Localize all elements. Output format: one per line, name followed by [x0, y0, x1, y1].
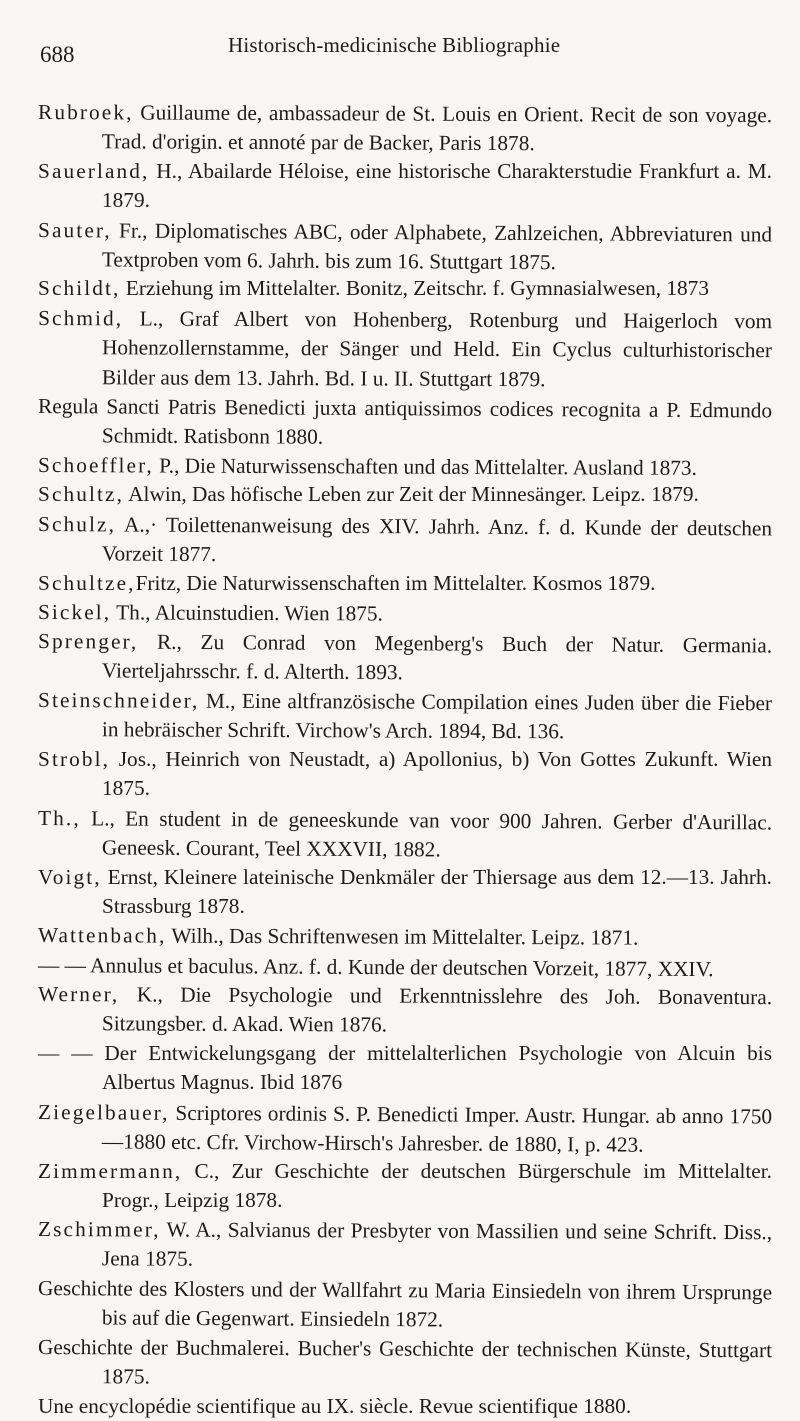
bibliography-entry	[38, 569, 772, 598]
bibliography-entry	[38, 921, 772, 954]
bibliography-entry	[38, 980, 772, 1042]
entry-author: Sprenger,	[38, 629, 138, 654]
entry-author: Sickel,	[38, 600, 111, 624]
bibliography-list	[38, 98, 772, 1421]
entry-text: — — Annulus et baculus. Anz. f. d. Kunde der deutschen Vorzeit, 1877, XXIV.	[38, 953, 714, 981]
entry-author: Schultze,	[38, 571, 136, 595]
entry-author: Schmid,	[38, 306, 123, 330]
entry-author: Sauter,	[38, 218, 112, 242]
entry-text: K., Die Psychologie und Erkenntnisslehre des Joh. Bonaventura. Sitzungsber. d. Akad. Wien 1876.	[102, 983, 772, 1038]
bibliography-entry	[38, 216, 772, 279]
entry-text: L., Graf Albert von Hohenberg, Rotenburg und Haigerloch vom Hohenzollernstamme, der Sänger und Held. Ein Cyclus culturhistorischer Bilder aus dem 13. Jahrh. Bd. I u. II. Stuttgart 1879.	[102, 306, 772, 391]
bibliography-entry	[38, 304, 772, 395]
entry-author: Rubroek,	[38, 100, 134, 124]
entry-text: Scriptores ordinis S. P. Benedicti Imper. Austr. Hungar. ab anno 1750—1880 etc. Cfr. Virchow-Hirsch's Jahresber. de 1880, I, p. 423.	[102, 1101, 772, 1157]
entry-author: Strobl,	[38, 747, 110, 771]
bibliography-entry	[38, 451, 772, 484]
entry-author: Schildt,	[38, 276, 120, 300]
entry-text: C., Zur Geschichte der deutschen Bürgerschule im Mittelalter. Progr., Leipzig 1878.	[102, 1159, 772, 1212]
entry-text: A.,· Toilettenanweisung des XIV. Jahrh. Anz. f. d. Kunde der deutschen Vorzeit 1877.	[102, 512, 772, 566]
bibliography-entry	[38, 1333, 772, 1395]
entry-author: Wattenbach,	[38, 923, 167, 948]
entry-text: R., Zu Conrad von Megenberg's Buch der Natur. Germania. Vierteljahrsschr. f. d. Alterth. 1893.	[102, 630, 772, 685]
entry-author: Voigt,	[38, 865, 102, 889]
entry-author: Schultz,	[38, 482, 124, 506]
entry-text: Erziehung im Mittelalter. Bonitz, Zeitschr. f. Gymnasialwesen, 1873	[120, 276, 709, 300]
bibliography-entry	[38, 863, 772, 922]
entry-author: Sauerland,	[38, 159, 149, 183]
bibliography-entry	[38, 1098, 772, 1161]
bibliography-entry	[38, 1215, 772, 1277]
entry-text: Ernst, Kleinere lateinische Denkmäler der Thiersage aus dem 12.—13. Jahrh. Strassburg 1878.	[102, 865, 772, 918]
entry-text: L., En student in de geneeskunde van voor 900 Jahren. Gerber d'Aurillac. Geneesk. Courant, Teel XXXVII, 1882.	[81, 806, 772, 862]
entry-text: — — Der Entwickelungsgang der mittelalterlichen Psychologie von Alcuin bis Albertus Magnus. Ibid 1876	[38, 1041, 772, 1094]
entry-text: Fr., Diplomatisches ABC, oder Alphabete, Zahlzeichen, Abbreviaturen und Textproben vom 6. Jahrh. bis zum 16. Stuttgart 1875.	[102, 218, 772, 274]
running-head	[38, 26, 772, 70]
entry-author: Ziegelbauer,	[38, 1100, 170, 1125]
bibliography-entry	[38, 98, 772, 160]
entry-author: Schulz,	[38, 512, 116, 536]
bibliography-entry	[38, 510, 772, 573]
bibliography-entry	[38, 480, 772, 509]
entry-text: M., Eine altfranzösische Compilation eines Juden über die Fieber in hebräischer Schrift. Virchow's Arch. 1894, Bd. 136.	[102, 689, 772, 744]
bibliography-entry	[38, 598, 772, 631]
bibliography-entry	[38, 627, 772, 690]
bibliography-entry	[38, 745, 772, 804]
entry-author: Schoeffler,	[38, 453, 154, 478]
bibliography-entry	[38, 686, 772, 748]
bibliography-entry	[38, 1274, 772, 1337]
entry-author: Zimmermann,	[38, 1159, 182, 1183]
entry-text: Alwin, Das höfische Leben zur Zeit der Minnesänger. Leipz. 1879.	[124, 482, 699, 506]
entry-author: Zschimmer,	[38, 1217, 161, 1242]
entry-text: H., Abailarde Héloise, eine historische Charakterstudie Frankfurt a. M. 1879.	[102, 159, 772, 212]
entry-text: Regula Sancti Patris Benedicti juxta antiquissimos codices recognita a P. Edmundo Schmidt. Ratisbonn 1880.	[38, 394, 772, 449]
entry-text: Geschichte der Buchmalerei. Bucher's Geschichte der technischen Künste, Stuttgart 1875.	[38, 1335, 772, 1389]
bibliography-entry	[38, 157, 772, 216]
bibliography-entry	[38, 1392, 772, 1421]
entry-text: Wilh., Das Schriftenwesen im Mittelalter. Leipz. 1871.	[166, 924, 638, 950]
page-number: 688	[40, 40, 75, 70]
entry-text: W. A., Salvianus der Presbyter von Massilien und seine Schrift. Diss., Jena 1875.	[102, 1218, 772, 1272]
entry-text: Guillaume de, ambassadeur de St. Louis en Orient. Recit de son voyage. Trad. d'origin. et annoté par de Backer, Paris 1878.	[102, 100, 772, 155]
bibliography-entry	[38, 804, 772, 867]
entry-author: Werner,	[38, 982, 119, 1006]
entry-author: Steinschneider,	[38, 688, 199, 713]
bibliography-entry	[38, 274, 772, 303]
bibliography-entry	[38, 392, 772, 455]
entry-text: Une encyclopédie scientifique au IX. siècle. Revue scientifique 1880.	[38, 1394, 631, 1418]
entry-text: P., Die Naturwissenschaften und das Mittelalter. Ausland 1873.	[154, 453, 697, 479]
running-title: Historisch-medicinische Bibliographie	[228, 30, 560, 60]
entry-text: Jos., Heinrich von Neustadt, a) Apollonius, b) Von Gottes Zukunft. Wien 1875.	[102, 747, 772, 800]
entry-author: Th.,	[38, 806, 81, 830]
bibliography-entry	[38, 1157, 772, 1216]
entry-text: Geschichte des Klosters und der Wallfahrt zu Maria Einsiedeln von ihrem Ursprunge bis auf die Gegenwart. Einsiedeln 1872.	[38, 1276, 772, 1332]
bibliography-entry	[38, 1039, 772, 1098]
entry-text: Th., Alcuinstudien. Wien 1875.	[111, 600, 383, 625]
entry-text: Fritz, Die Naturwissenschaften im Mittelalter. Kosmos 1879.	[136, 571, 656, 595]
